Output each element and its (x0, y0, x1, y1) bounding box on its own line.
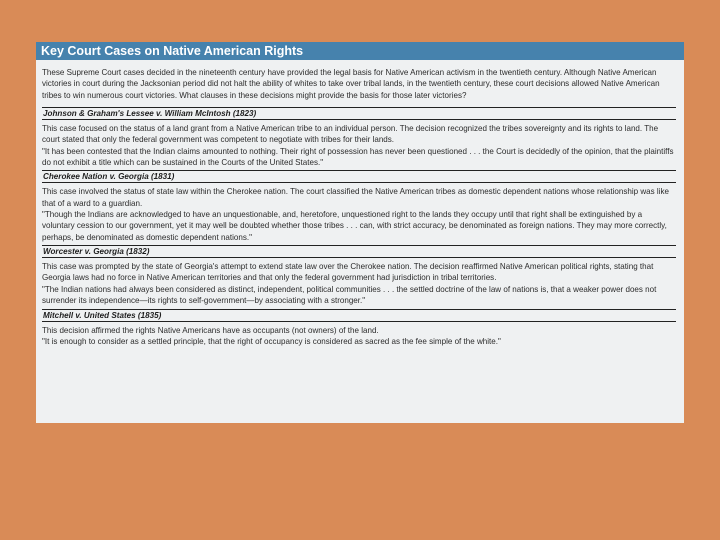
panel-title: Key Court Cases on Native American Rights (36, 42, 684, 60)
case-body (42, 261, 676, 306)
case-summary: This case was prompted by the state of Georgia's attempt to extend state law over the Cherokee nation. The decision reaffirmed Native American political rights, stating that Georgia laws had no force in Native American territories and that only the federal government had jurisdiction in tribal territories. (42, 262, 654, 283)
case-quote: "It is enough to consider as a settled principle, that the right of occupancy is considered as sacred as the fee simple of the white." (42, 336, 501, 346)
case-summary: This case involved the status of state law within the Cherokee nation. The court classified the Native American tribes as domestic dependent nations whose relationship was like that of a ward to a guardian. (42, 187, 669, 208)
document-panel (36, 42, 684, 423)
case-body (42, 325, 676, 348)
case-quote: "The Indian nations had always been considered as distinct, independent, political communities . . . the settled doctrine of the law of nations is, that a weaker power does not surrender its independence—its rights to self-government—by associating with a stronger." (42, 284, 657, 306)
case-title: Worcester v. Georgia (1832) (42, 245, 676, 258)
case-summary: This case focused on the status of a land grant from a Native American tribe to an individual person. The decision recognized the tribes sovereignty and its rights to land. The court stated that only the federal government was competent to negotiate with tribes for their lands. (42, 124, 659, 145)
case-quote: "It has been contested that the Indian claims amounted to nothing. Their right of possession has never been questioned . . . the Court is decidedly of the opinion, that the plaintiffs do not exhibit a title which can be sustained in the Courts of the United States." (42, 146, 674, 168)
case-title: Mitchell v. United States (1835) (42, 309, 676, 322)
case-summary: This decision affirmed the rights Native Americans have as occupants (not owners) of the land. (42, 325, 379, 335)
case-quote: "Though the Indians are acknowledged to have an unquestionable, and, heretofore, unquestioned right to the lands they occupy until that right shall be extinguished by a voluntary cession to our government, yet it may well be doubted whether those tribes . . . can, with strict accuracy, be denominated as foreign nations. They may more correctly, perhaps, be denominated as domestic dependent nations." (42, 210, 667, 242)
case-title: Johnson & Graham's Lessee v. William McIntosh (1823) (42, 107, 676, 120)
case-body (42, 186, 676, 243)
case-title: Cherokee Nation v. Georgia (1831) (42, 170, 676, 183)
intro-paragraph: These Supreme Court cases decided in the nineteenth century have provided the legal basis for Native American activism in the twentieth century. Although Native American victories in court during the Jacksonian period did not halt the ability of whites to take over tribal lands, in the twentieth century, these court decisions allowed Native American tribes to win numerous court victories. What clauses in these decisions might provide the basis for those later victories? (42, 68, 660, 100)
case-body (42, 123, 676, 168)
panel-content (36, 60, 684, 347)
